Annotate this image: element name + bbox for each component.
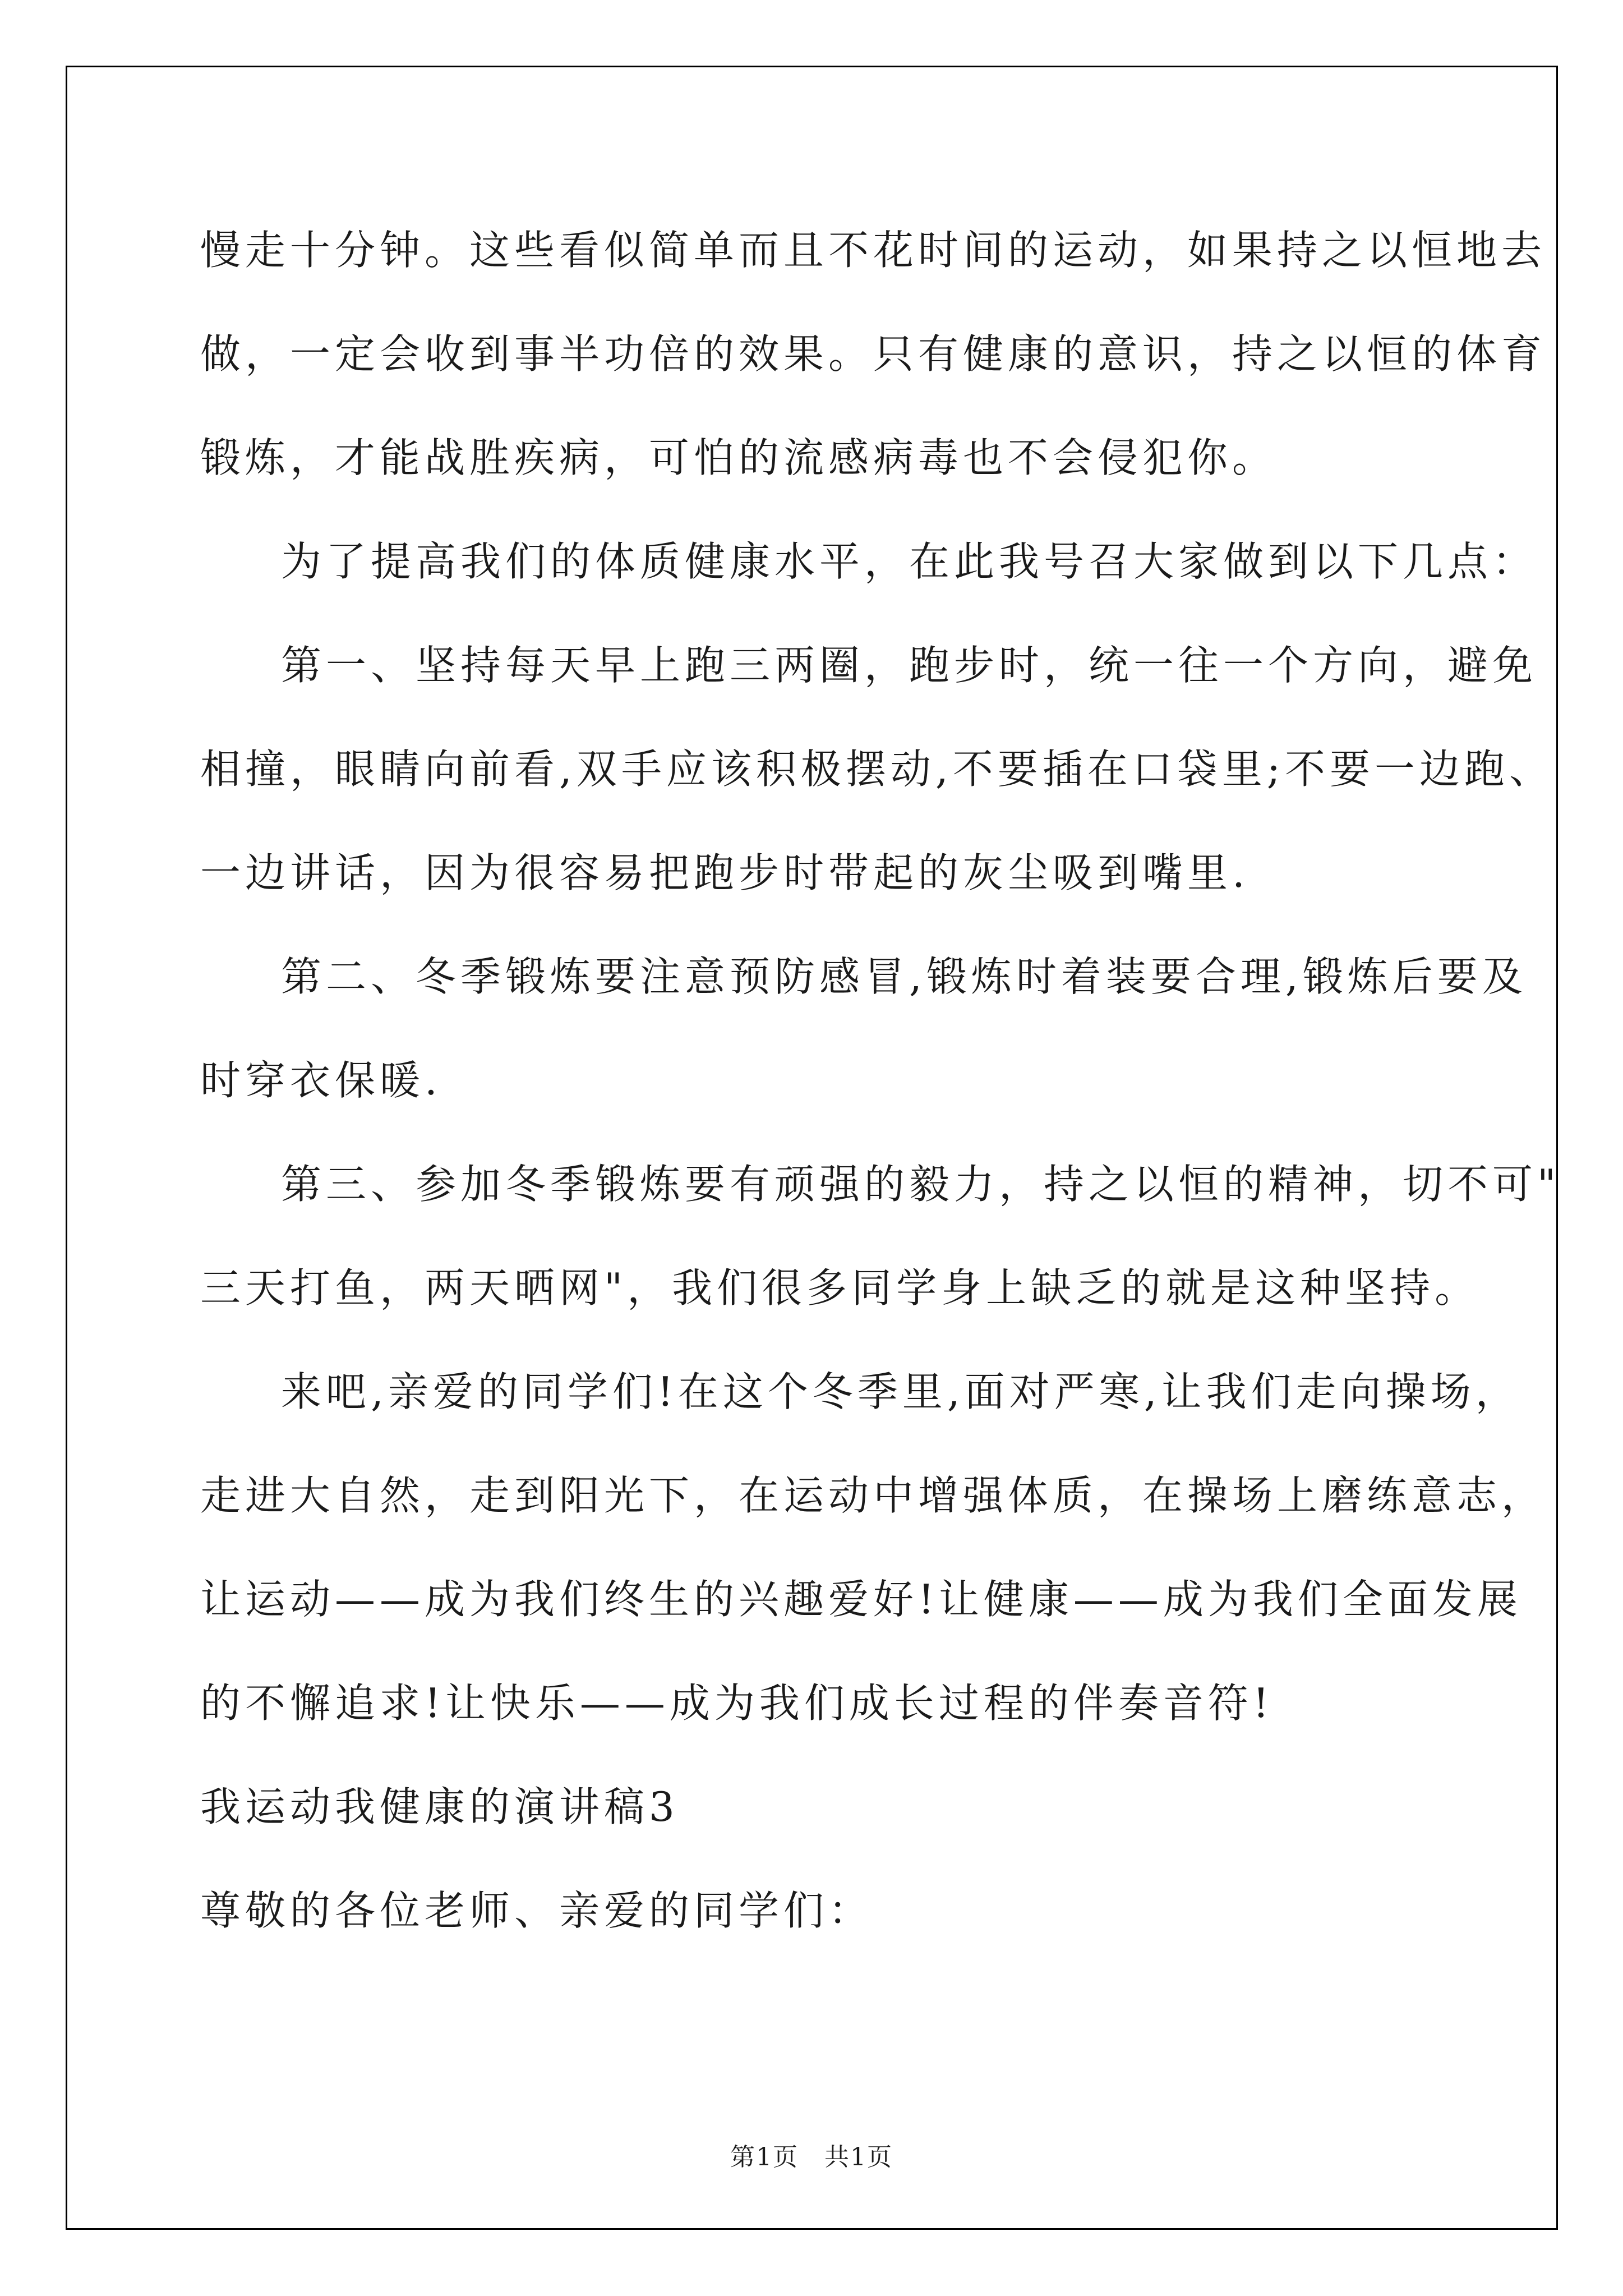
paragraph-line: 走进大自然，走到阳光下，在运动中增强体质，在操场上磨练意志， (200, 1472, 1547, 1519)
paragraph-line: 的不懈追求!让快乐——成为我们成长过程的伴奏音符! (200, 1680, 1274, 1727)
paragraph-line: 慢走十分钟。这些看似简单而且不花时间的运动，如果持之以恒地去 (200, 227, 1547, 274)
paragraph-line: 第三、参加冬季锻炼要有顽强的毅力，持之以恒的精神，切不可" (281, 1161, 1561, 1208)
paragraph-line: 锻炼，才能战胜疾病，可怕的流感病毒也不会侵犯你。 (200, 434, 1278, 481)
salutation-line: 尊敬的各位老师、亲爱的同学们： (200, 1887, 874, 1934)
paragraph-line: 让运动——成为我们终生的兴趣爱好!让健康——成为我们全面发展 (200, 1576, 1522, 1623)
section-heading: 我运动我健康的演讲稿3 (200, 1783, 679, 1830)
paragraph-line: 相撞，眼睛向前看,双手应该积极摆动,不要插在口袋里;不要一边跑、 (200, 746, 1555, 793)
paragraph-line: 一边讲话，因为很容易把跑步时带起的灰尘吸到嘴里. (200, 849, 1249, 896)
paragraph-line: 做，一定会收到事半功倍的效果。只有健康的意识，持之以恒的体育 (200, 330, 1547, 378)
paragraph-line: 时穿衣保暖. (200, 1057, 442, 1104)
paragraph-line: 第一、坚持每天早上跑三两圈，跑步时，统一往一个方向，避免 (281, 642, 1538, 689)
paragraph-line: 来吧,亲爱的同学们!在这个冬季里,面对严寒,让我们走向操场， (281, 1368, 1520, 1415)
paragraph-line: 为了提高我们的体质健康水平，在此我号召大家做到以下几点： (281, 538, 1538, 585)
paragraph-line: 第二、冬季锻炼要注意预防感冒,锻炼时着装要合理,锻炼后要及 (281, 953, 1527, 1000)
paragraph-line: 三天打鱼，两天晒网"，我们很多同学身上缺乏的就是这种坚持。 (200, 1264, 1480, 1312)
page-number-footer: 第1页 共1页 (730, 2143, 893, 2171)
